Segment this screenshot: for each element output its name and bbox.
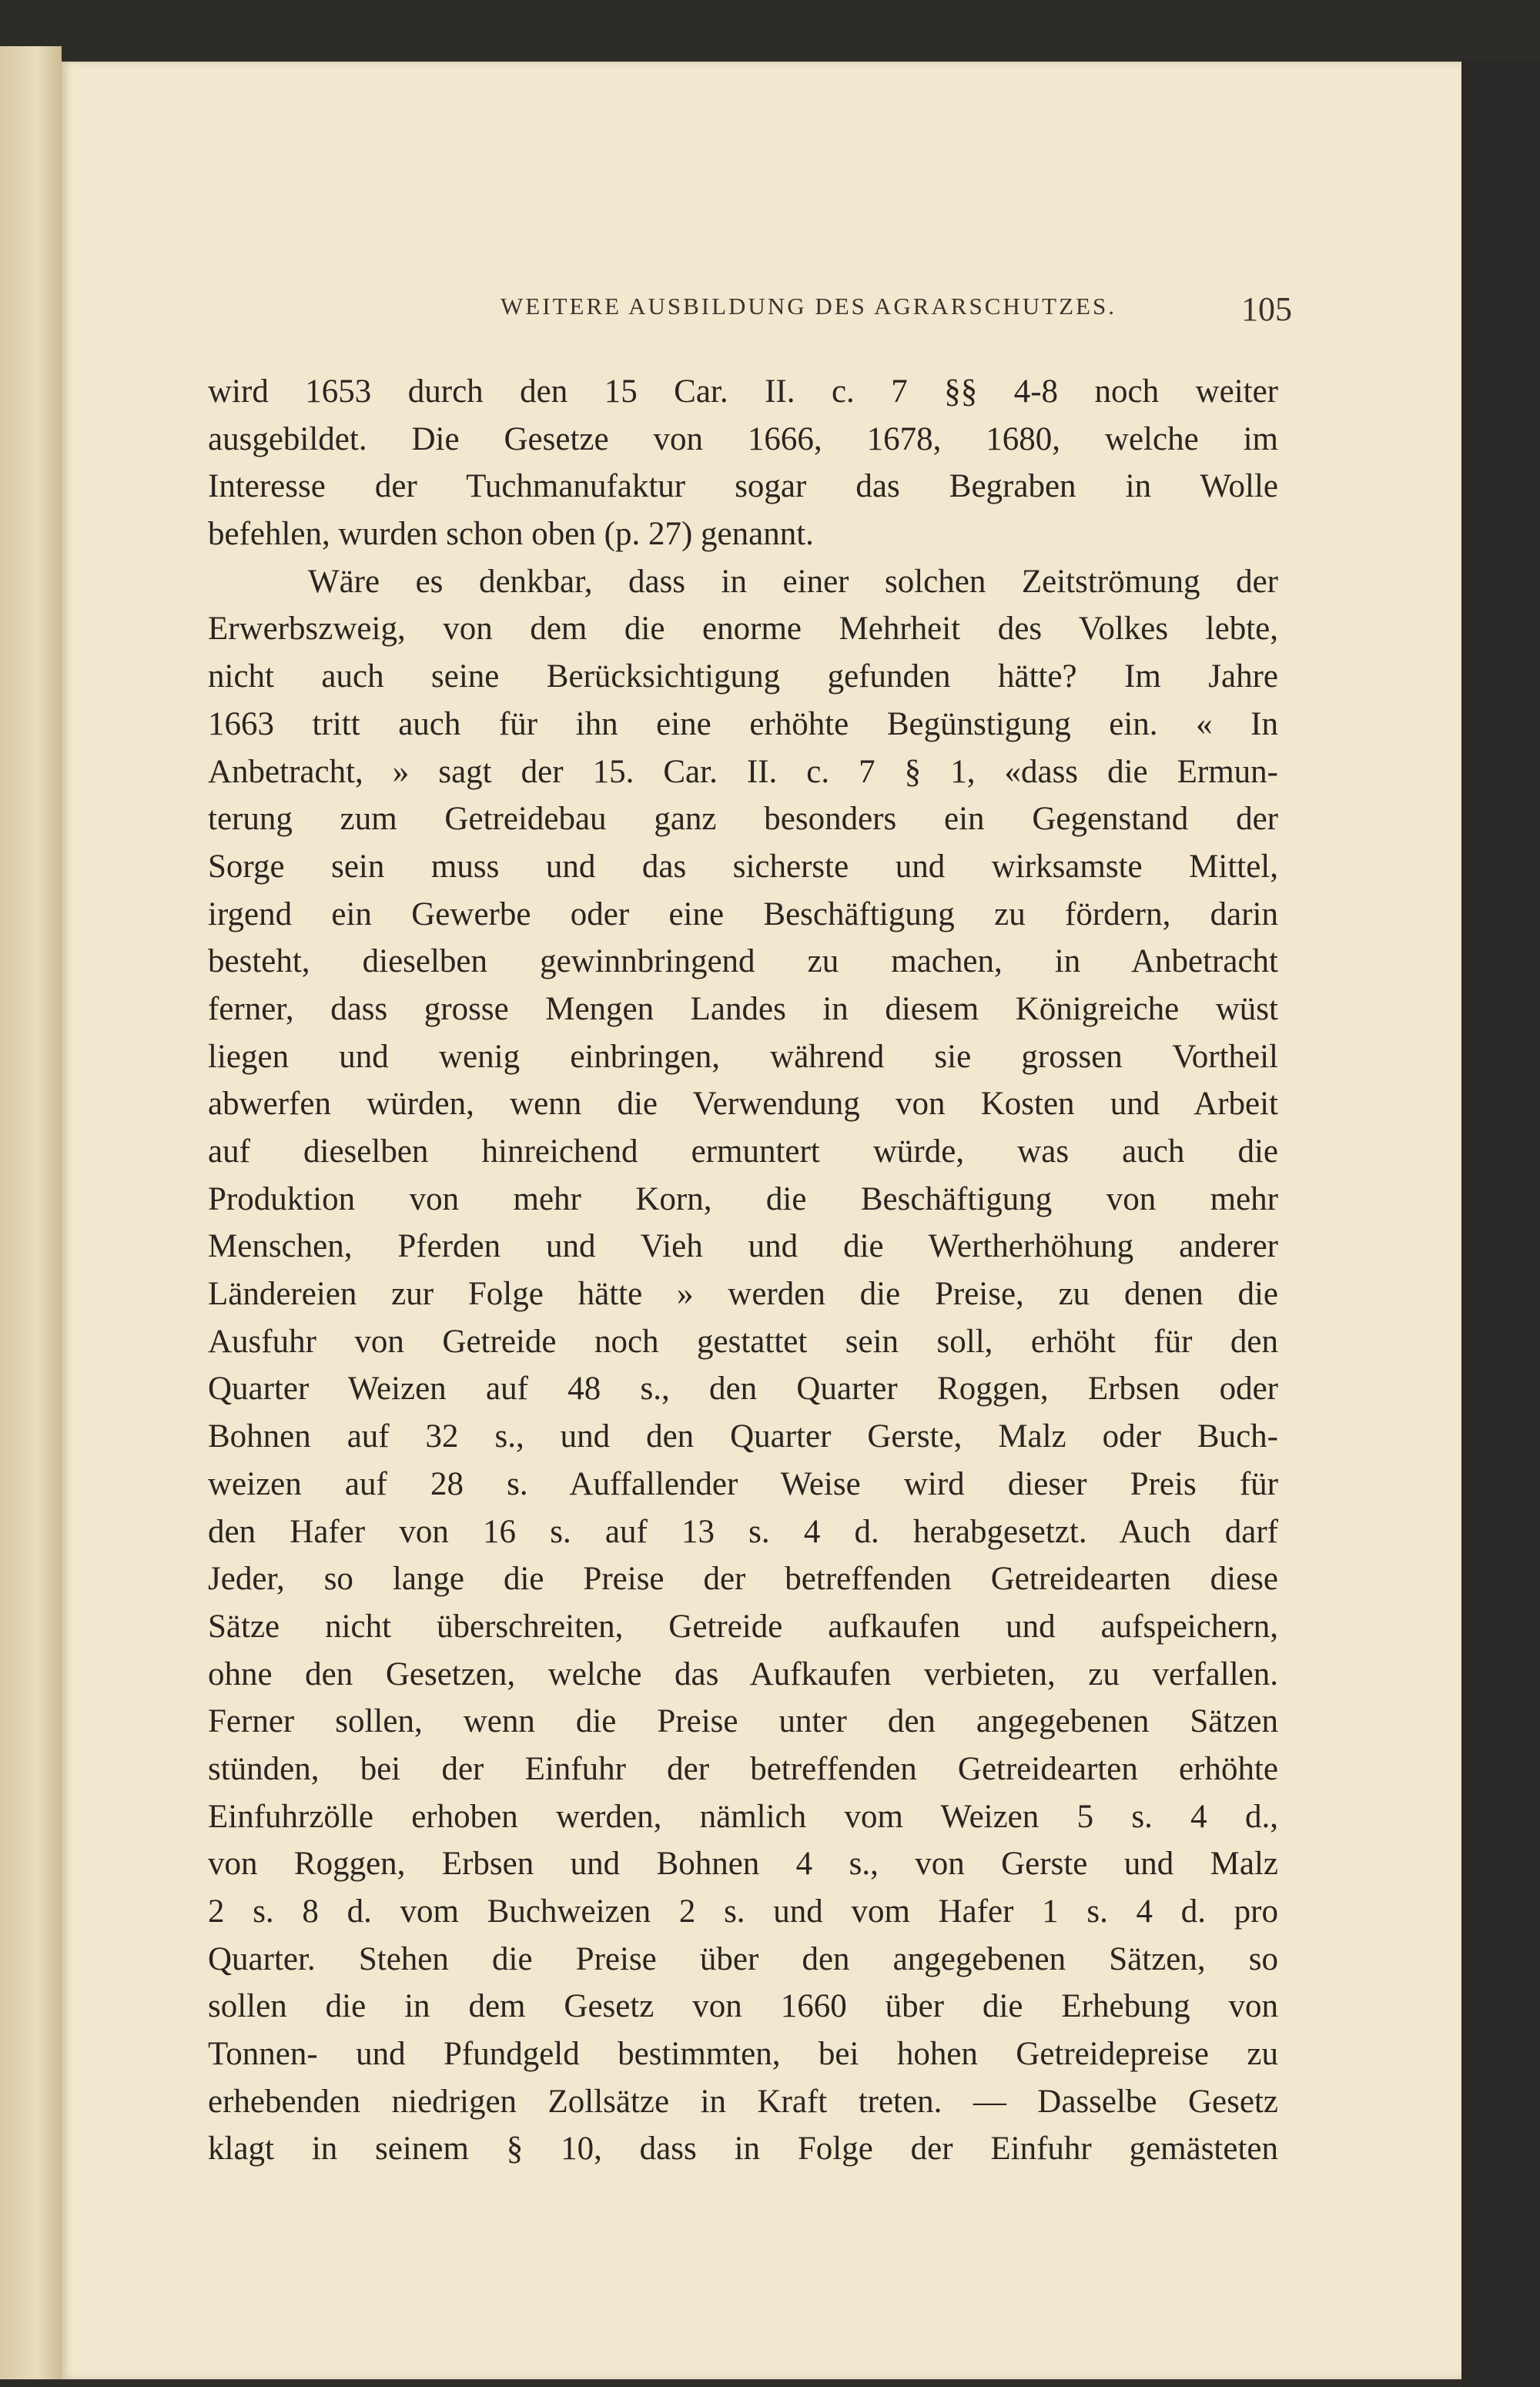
text-line: Wäre es denkbar, dass in einer solchen Zeitströmung der — [308, 563, 1278, 600]
body-text — [208, 368, 1278, 2173]
text-line: ohne den Gesetzen, welche das Aufkaufen verbieten, zu verfallen. — [208, 1656, 1278, 1692]
text-line: befehlen, wurden schon oben (p. 27) genannt. — [208, 516, 814, 553]
text-line: ausgebildet. Die Gesetze von 1666, 1678, 1680, welche im — [208, 420, 1278, 457]
text-line: weizen auf 28 s. Auffallender Weise wird dieser Preis für — [208, 1465, 1278, 1502]
text-line: erhebenden niedrigen Zollsätze in Kraft treten. — Dasselbe Gesetz — [208, 2083, 1278, 2120]
text-line: den Hafer von 16 s. auf 13 s. 4 d. herabgesetzt. Auch darf — [208, 1513, 1278, 1550]
text-line: Produktion von mehr Korn, die Beschäftigung von mehr — [208, 1180, 1278, 1217]
scan-background — [1461, 62, 1540, 2387]
page-number: 105 — [1241, 290, 1292, 328]
text-line: 1663 tritt auch für ihn eine erhöhte Begünstigung ein. « In — [208, 705, 1278, 742]
text-line: Menschen, Pferden und Vieh und die Wertherhöhung anderer — [208, 1228, 1278, 1265]
text-line: Einfuhrzölle erhoben werden, nämlich vom Weizen 5 s. 4 d., — [208, 1798, 1278, 1835]
text-line: abwerfen würden, wenn die Verwendung von Kosten und Arbeit — [208, 1086, 1278, 1123]
text-line: stünden, bei der Einfuhr der betreffenden Getreidearten erhöhte — [208, 1750, 1278, 1787]
text-line: irgend ein Gewerbe oder eine Beschäftigung zu fördern, darin — [208, 896, 1278, 932]
text-line: Erwerbszweig, von dem die enorme Mehrheit des Volkes lebte, — [208, 611, 1278, 648]
text-line: Bohnen auf 32 s., und den Quarter Gerste, Malz oder Buch- — [208, 1418, 1278, 1455]
text-line: Anbetracht, » sagt der 15. Car. II. c. 7 § 1, «dass die Ermun- — [208, 753, 1278, 790]
text-line: Tonnen- und Pfundgeld bestimmten, bei hohen Getreidepreise zu — [208, 2036, 1278, 2073]
text-line: ferner, dass grosse Mengen Landes in diesem Königreiche wüst — [208, 990, 1278, 1027]
text-line: Ländereien zur Folge hätte » werden die Preise, zu denen die — [208, 1276, 1278, 1313]
text-line: liegen und wenig einbringen, während sie grossen Vortheil — [208, 1038, 1278, 1075]
text-line: klagt in seinem § 10, dass in Folge der Einfuhr gemästeten — [208, 2131, 1278, 2168]
running-head: WEITERE AUSBILDUNG DES AGRARSCHUTZES. — [500, 293, 1116, 320]
text-line: 2 s. 8 d. vom Buchweizen 2 s. und vom Hafer 1 s. 4 d. pro — [208, 1893, 1278, 1930]
text-line: Quarter. Stehen die Preise über den angegebenen Sätzen, so — [208, 1940, 1278, 1977]
text-line: Ferner sollen, wenn die Preise unter den angegebenen Sätzen — [208, 1703, 1278, 1740]
text-line: Quarter Weizen auf 48 s., den Quarter Roggen, Erbsen oder — [208, 1371, 1278, 1408]
text-line: nicht auch seine Berücksichtigung gefunden hätte? Im Jahre — [208, 658, 1278, 695]
text-line: auf dieselben hinreichend ermuntert würde, was auch die — [208, 1133, 1278, 1170]
text-line: Sätze nicht überschreiten, Getreide aufkaufen und aufspeichern, — [208, 1608, 1278, 1645]
facing-page-edge — [0, 46, 62, 2379]
text-line: Ausfuhr von Getreide noch gestattet sein soll, erhöht für den — [208, 1323, 1278, 1360]
text-line: wird 1653 durch den 15 Car. II. c. 7 §§ 4-8 noch weiter — [208, 373, 1278, 410]
text-line: besteht, dieselben gewinnbringend zu machen, in Anbetracht — [208, 943, 1278, 980]
book-page — [62, 62, 1461, 2379]
text-line: von Roggen, Erbsen und Bohnen 4 s., von Gerste und Malz — [208, 1846, 1278, 1883]
text-line: Sorge sein muss und das sicherste und wirksamste Mittel, — [208, 848, 1278, 885]
text-line: terung zum Getreidebau ganz besonders ein Gegenstand der — [208, 801, 1278, 838]
text-line: Jeder, so lange die Preise der betreffenden Getreidearten diese — [208, 1561, 1278, 1598]
text-line: sollen die in dem Gesetz von 1660 über die Erhebung von — [208, 1988, 1278, 2025]
text-line: Interesse der Tuchmanufaktur sogar das Begraben in Wolle — [208, 468, 1278, 505]
